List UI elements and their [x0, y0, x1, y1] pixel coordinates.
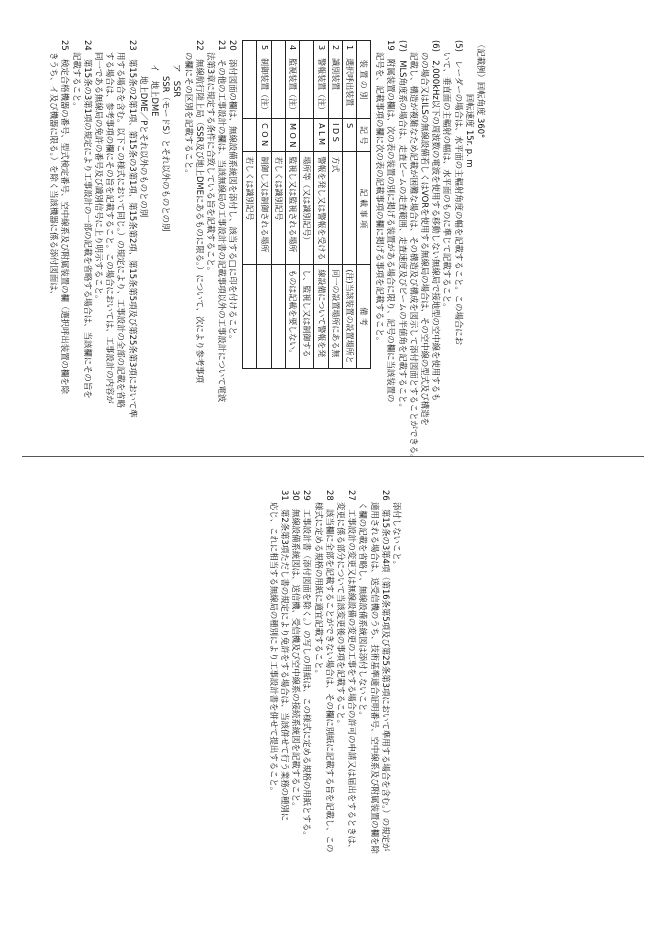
text-line: 23 第15条の2第1項、第15条の3第1項、第15条第2項、第15条第5項及び第25条第3項において準 — [127, 40, 138, 418]
text-line: SSR（モードS）とそれ以外のものとの別 — [161, 76, 172, 232]
text-line: 地上DME／Pとそれ以外のものとの別 — [138, 76, 149, 218]
text-line: 用する場合を含む。以下この様式において同じ。）の規定により、工事設計の全部の記載を省略 — [116, 52, 127, 408]
table-cell: 同一の設置場所にある無 — [328, 265, 342, 368]
page-divider — [22, 456, 644, 457]
table-cell: I D S — [328, 119, 342, 152]
table-row — [271, 41, 285, 369]
table-row — [314, 41, 328, 369]
text-line: 26 第15条の3第4項（第16条第5項及び第25条第3項において準用する場合を含む。）の規定が — [380, 490, 391, 852]
table-cell — [243, 41, 257, 119]
table-cell: し、監視し又は制御する — [300, 265, 314, 368]
table-cell: C O N — [257, 119, 271, 152]
text-line: の欄にその区別を記載すること。 — [183, 52, 194, 178]
text-line: のの場合又はILSの無線設備若しくはVORを使用する無線局の場合は、その空中線の型式及び構造を — [420, 52, 431, 426]
text-line: 31 第2条第3項ただし書の規定により免許をする場合は、当該併せて行う業務の種別に — [280, 490, 291, 822]
table-row — [257, 41, 271, 369]
text-line: 20 添付図面の欄は、無線設備系統図を添付し、該当する□に印を付けること。 — [228, 40, 239, 344]
table-cell: 2 識別装置 — [328, 41, 342, 119]
table-cell: 監視し又は監視される場所 — [285, 152, 299, 265]
text-line: 記載すること。 — [71, 52, 82, 111]
table-cell — [271, 41, 285, 119]
text-line: 19 附属装置の欄は、次の表の装置の別に掲げる装置がある場合に限り、記号の欄に当該装置の — [386, 40, 397, 403]
table-cell: 警報を発し又は警報を受ける — [314, 152, 328, 265]
table-cell: 1 選択呼出装置 — [342, 41, 356, 119]
table-row — [285, 41, 299, 369]
attached-device-table — [242, 40, 371, 369]
text-line: 25 検定合格機器の番号、型式検定番号、空中線系及び附属装置の欄（選択呼出装置の欄を除 — [60, 40, 71, 395]
text-line: 30 無線設備系統図は、送信機、受信機及び空中線系の接続系統図を記載すること。 — [291, 490, 302, 811]
table-cell — [300, 41, 314, 119]
text-line: 変更に係る部分について当該変更後の事項を記載すること。 — [336, 502, 347, 728]
table-cell — [243, 265, 257, 368]
table-header-cell: 記 号 — [356, 119, 370, 152]
text-line: 回転速度 15r. p. m — [464, 52, 475, 168]
text-line: （記載例）回転角度 360° — [476, 40, 486, 139]
text-line: 28 該当欄に全部を記載することができない場合は、その欄に別紙に記載する旨を記載し、この — [324, 490, 335, 853]
text-line: 29 工事設計書（添付図面を除く。）の写しの用紙は、この様式に定める規格の用紙とする。 — [302, 490, 313, 840]
table-cell: (注)当該装置の設置場所と — [342, 265, 356, 368]
table-row — [342, 41, 356, 369]
table-cell — [271, 119, 285, 152]
table-cell: 若しくは識別記号 — [243, 152, 257, 265]
text-line: 21 その他の工事設計の欄は、当該無線局の工事設計書の記載事項以外の工事設計について電波 — [217, 40, 228, 403]
table-row — [243, 41, 257, 369]
table-cell: 若しくは識別記号 — [271, 152, 285, 265]
table-cell — [271, 265, 285, 368]
text-line: 24 第15条の3第1項の規定により工事設計の一部の記載を省略する場合は、当該欄にその旨を — [82, 40, 93, 399]
table-cell: 3 警報装置（注） — [314, 41, 328, 119]
lower-rotated-text-block — [268, 490, 402, 910]
table-cell — [257, 265, 271, 368]
table-row — [300, 41, 314, 369]
table-row — [328, 41, 342, 369]
text-line: する場合は、参考事項の欄にその旨を記載すること。この場合においては、工事設計の内容が — [105, 52, 116, 404]
text-line: 添付しないこと。 — [392, 502, 402, 569]
table-cell: 方式 — [328, 152, 342, 265]
text-line: 同一である無線局の免許の番号及び識別信号に上り明示すること。 — [94, 52, 105, 304]
text-line: 記号を、記載事項の欄に次の表の記載事項の欄に掲げる事項を記載すること。 — [375, 52, 386, 346]
text-line: 記載し、構造が複雑なため記載が困難な場合は、その構造及び構成を図示して添付図面とすることができる。 — [408, 52, 419, 463]
text-line: く欄の記載を省略し、無線設備系統図は添付しないこと。 — [358, 502, 369, 720]
text-line: イ 地上DME — [149, 64, 160, 117]
table-cell: 場所等（又は識別記号） — [300, 152, 314, 265]
table-header-cell: 備 考 — [356, 265, 370, 368]
text-line: 22 無線航行陸上局（SSR及び地上DMEにあるものに限る。）について、次により参考事項 — [194, 40, 205, 384]
table-cell — [342, 152, 356, 265]
upper-rotated-text-block — [48, 40, 486, 463]
text-line: (7) MLS角度系の場合は、走査ビームの走査範囲、走査速度及びビームの半値角を記載すること。 — [397, 40, 408, 412]
text-line: 27 工事設計の変更又は無線設備の変更の工事をする場合の許可の申請又は届出をするときは、 — [347, 490, 358, 853]
table-cell — [243, 119, 257, 152]
table-cell: M O N — [285, 119, 299, 152]
table-cell: A L M — [314, 119, 328, 152]
text-line: 様式に定める規格の用紙に適宜記載すること。 — [313, 502, 324, 678]
table-cell: ものは記載を要しない。 — [285, 265, 299, 368]
table-cell: 制御し又は制御される場所 — [257, 152, 271, 265]
text-line: (5) レーダーの場合は、水平面の主輻射角度の幅を記載すること。この場合にお — [453, 40, 464, 345]
text-line: ア SSR — [172, 64, 183, 98]
table-cell: 4 監視装置（注） — [285, 41, 299, 119]
table-cell: S — [342, 119, 356, 152]
table-cell: 線設備について警報を発 — [314, 265, 328, 368]
table-cell — [300, 119, 314, 152]
table-cell: 5 制御装置（注） — [257, 41, 271, 119]
text-line: いて、垂直面の主輻射の幅は、水平面のものに準じて記載すること。 — [442, 52, 453, 312]
text-line: 適用される場合は、送受信機のうち、技術基準適合証明番号、空中線系及び附属装置の欄を除 — [369, 502, 380, 854]
text-line: 応じ、これに相当する無線局の種別により工事設計書を併せて提出すること。 — [268, 502, 279, 796]
text-line: (6) 2,000kHz以下の周波数の電波を使用する移動しない無線局で接地型の空中線を使用するも — [431, 40, 442, 402]
table-header-cell: 記 載 事 項 — [356, 152, 370, 265]
table-header-cell: 装 置 の 別 — [356, 41, 370, 119]
text-line: 法第3章に規定する条件に合致している旨を記載すること。 — [205, 52, 216, 276]
text-line: きうち、イ及び機器に限る。）を除く当該機器に係る添付図面は、 — [49, 52, 60, 300]
